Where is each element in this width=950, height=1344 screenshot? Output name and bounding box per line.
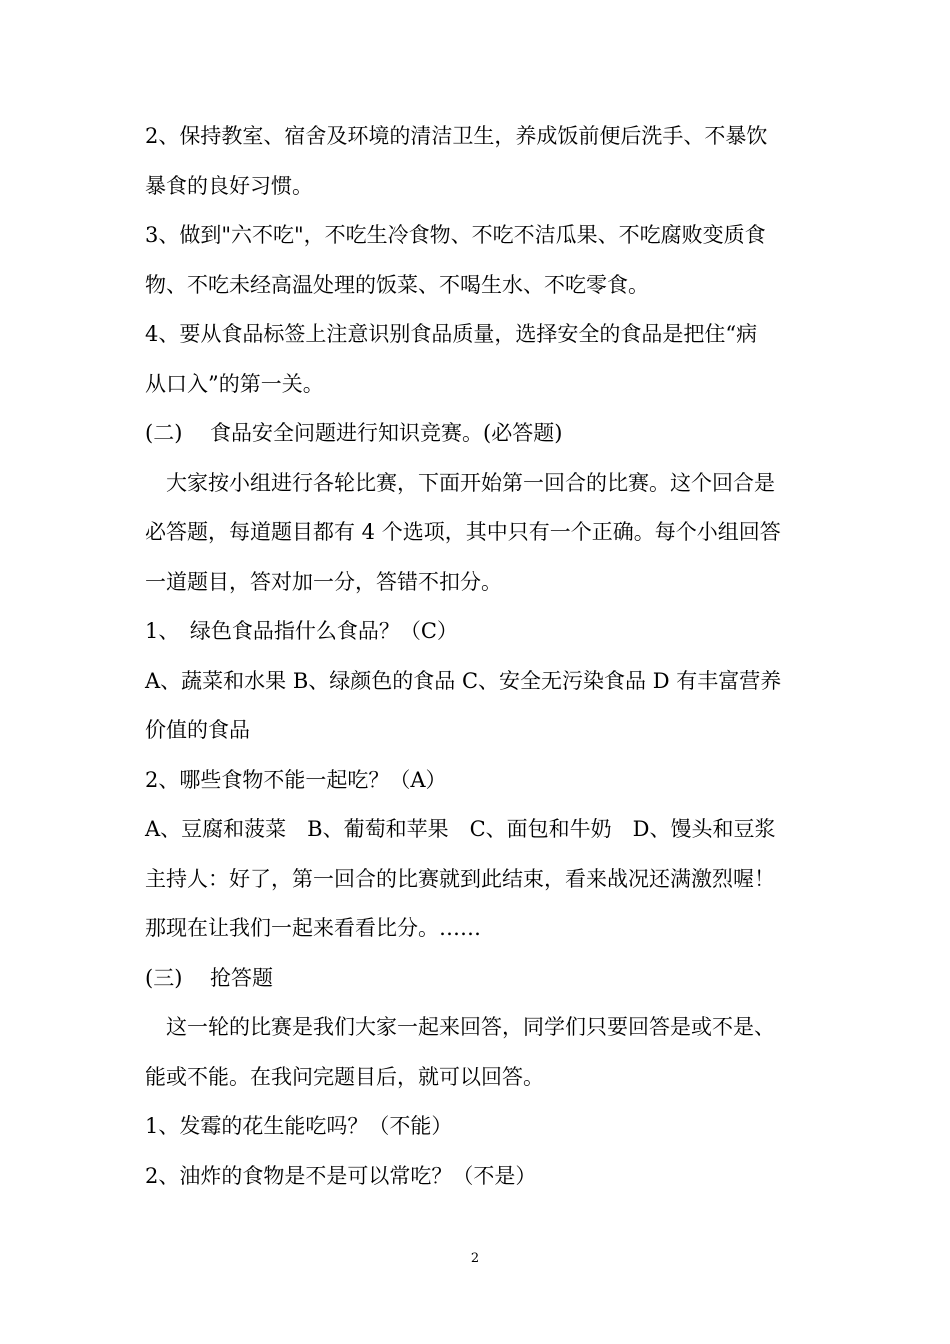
document-body [145, 112, 810, 1201]
text-line: 2、保持教室、宿舍及环境的清洁卫生，养成饭前便后洗手、不暴饮 [145, 124, 768, 148]
text-line: 那现在让我们一起来看看比分。…… [145, 916, 481, 940]
section-heading: (二) 食品安全问题进行知识竞赛。(必答题) [145, 421, 563, 445]
options-line: A、豆腐和菠菜 B、葡萄和苹果 C、面包和牛奶 D、馒头和豆浆 [145, 817, 776, 841]
text-line: 从口入”的第一关。 [145, 371, 324, 396]
text-line: 一道题目，答对加一分，答错不扣分。 [145, 569, 502, 594]
question-line: 1、发霉的花生能吃吗？（不能） [145, 1114, 453, 1138]
page-number: 2 [470, 1251, 480, 1266]
text-line: 暴食的良好习惯。 [145, 173, 313, 198]
text-line: 主持人：好了，第一回合的比赛就到此结束，看来战况还满激烈喔！ [145, 866, 775, 891]
section-heading: (三) 抢答题 [145, 965, 274, 990]
text-line: 必答题，每道题目都有 4 个选项，其中只有一个正确。每个小组回答 [145, 520, 781, 544]
question-line: 2、油炸的食物是不是可以常吃？（不是） [145, 1163, 537, 1188]
question-line: 1、 绿色食品指什么食品？（C） [145, 619, 458, 643]
text-line: 3、做到"六不吃"，不吃生冷食物、不吃不洁瓜果、不吃腐败变质食 [145, 223, 766, 247]
options-line: 价值的食品 [145, 718, 250, 742]
text-line: 大家按小组进行各轮比赛，下面开始第一回合的比赛。这个回合是 [145, 470, 775, 495]
text-line: 能或不能。在我问完题目后，就可以回答。 [145, 1064, 544, 1089]
text-line: 物、不吃未经高温处理的饭菜、不喝生水、不吃零食。 [145, 272, 649, 297]
text-line: 4、要从食品标签上注意识别食品质量，选择安全的食品是把住“病 [145, 322, 758, 346]
options-line: A、蔬菜和水果 B、绿颜色的食品 C、安全无污染食品 D 有丰富营养 [145, 668, 782, 693]
question-line: 2、哪些食物不能一起吃？（A） [145, 767, 447, 792]
text-line: 这一轮的比赛是我们大家一起来回答，同学们只要回答是或不是、 [145, 1015, 775, 1039]
